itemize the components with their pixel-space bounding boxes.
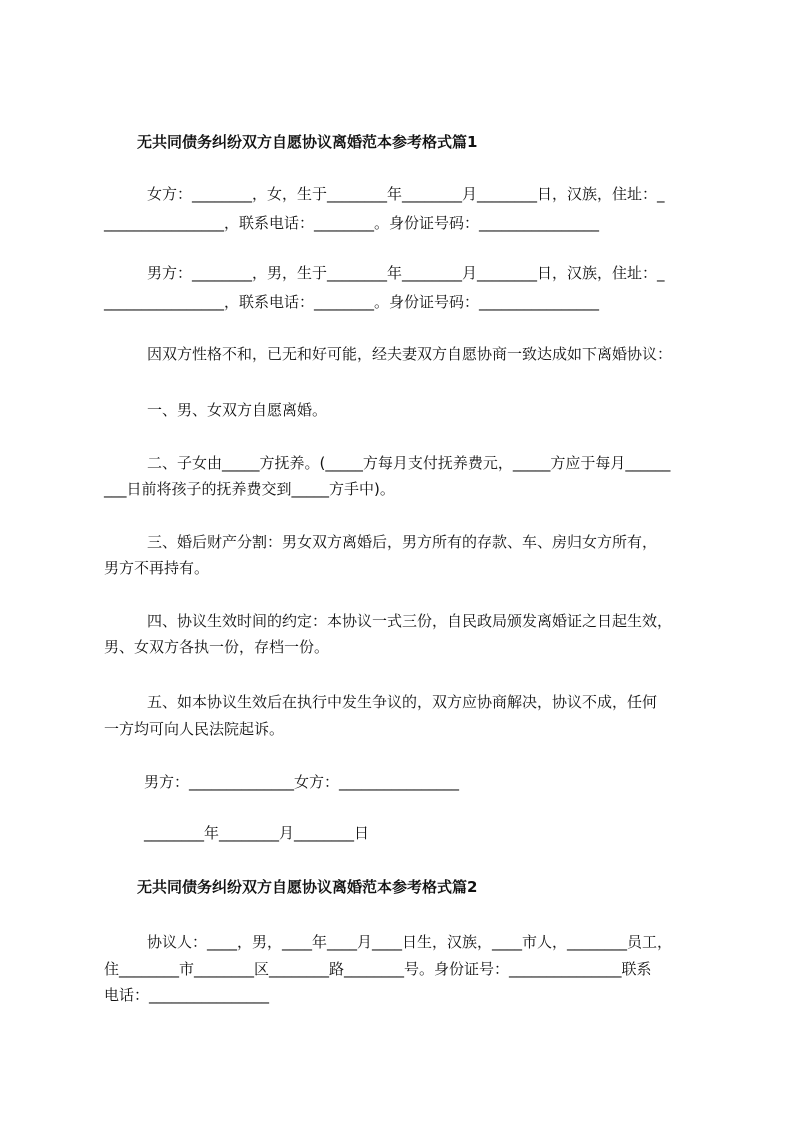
section1-title: 无共同债务纠纷双方自愿协议离婚范本参考格式篇1 <box>137 133 478 151</box>
clause-2-line2: ___日前将孩子的抚养费交到_____方手中)。 <box>104 480 395 498</box>
signature-line: 男方：______________女方：________________ <box>144 773 460 791</box>
clause-5-line1: 五、如本协议生效后在执行中发生争议的，双方应协商解决，协议不成，任何 <box>147 693 658 711</box>
para-female-line2: ________________，联系电话：________。身份证号码：________________ <box>104 214 600 232</box>
clause-4-line1: 四、协议生效时间的约定：本协议一式三份，自民政局颁发离婚证之日起生效， <box>147 612 673 630</box>
clause-3-line1: 三、婚后财产分割：男女双方离婚后，男方所有的存款、车、房归女方所有， <box>147 533 658 551</box>
date-line: ________年________月________日 <box>144 824 370 842</box>
clause-3-line2: 男方不再持有。 <box>104 559 210 577</box>
clause-2-line1: 二、子女由_____方抚养。(_____方每月支付抚养费元，_____方应于每月______ <box>147 454 671 472</box>
para-agreement-line1: 协议人：____，男，____年____月____日生，汉族，____市人，________员工， <box>147 933 673 951</box>
para-male-line2: ________________，联系电话：________。身份证号码：________________ <box>104 293 600 311</box>
clause-4-line2: 男、女双方各执一份，存档一份。 <box>104 638 330 656</box>
clause-1: 一、男、女双方自愿离婚。 <box>147 401 328 419</box>
clause-5-line2: 一方均可向人民法院起诉。 <box>104 720 285 738</box>
para-intro: 因双方性格不和，已无和好可能，经夫妻双方自愿协商一致达成如下离婚协议： <box>147 345 673 363</box>
para-female-line1: 女方：________，女，生于________年________月________日，汉族，住址：_ <box>147 185 665 203</box>
para-agreement-line3: 电话：________________ <box>104 986 270 1004</box>
para-agreement-line2: 住________市________区________路________号。身份证号：_______________联系 <box>104 960 652 978</box>
para-male-line1: 男方：________，男，生于________年________月________日，汉族，住址：_ <box>147 264 665 282</box>
section2-title: 无共同债务纠纷双方自愿协议离婚范本参考格式篇2 <box>137 878 478 896</box>
